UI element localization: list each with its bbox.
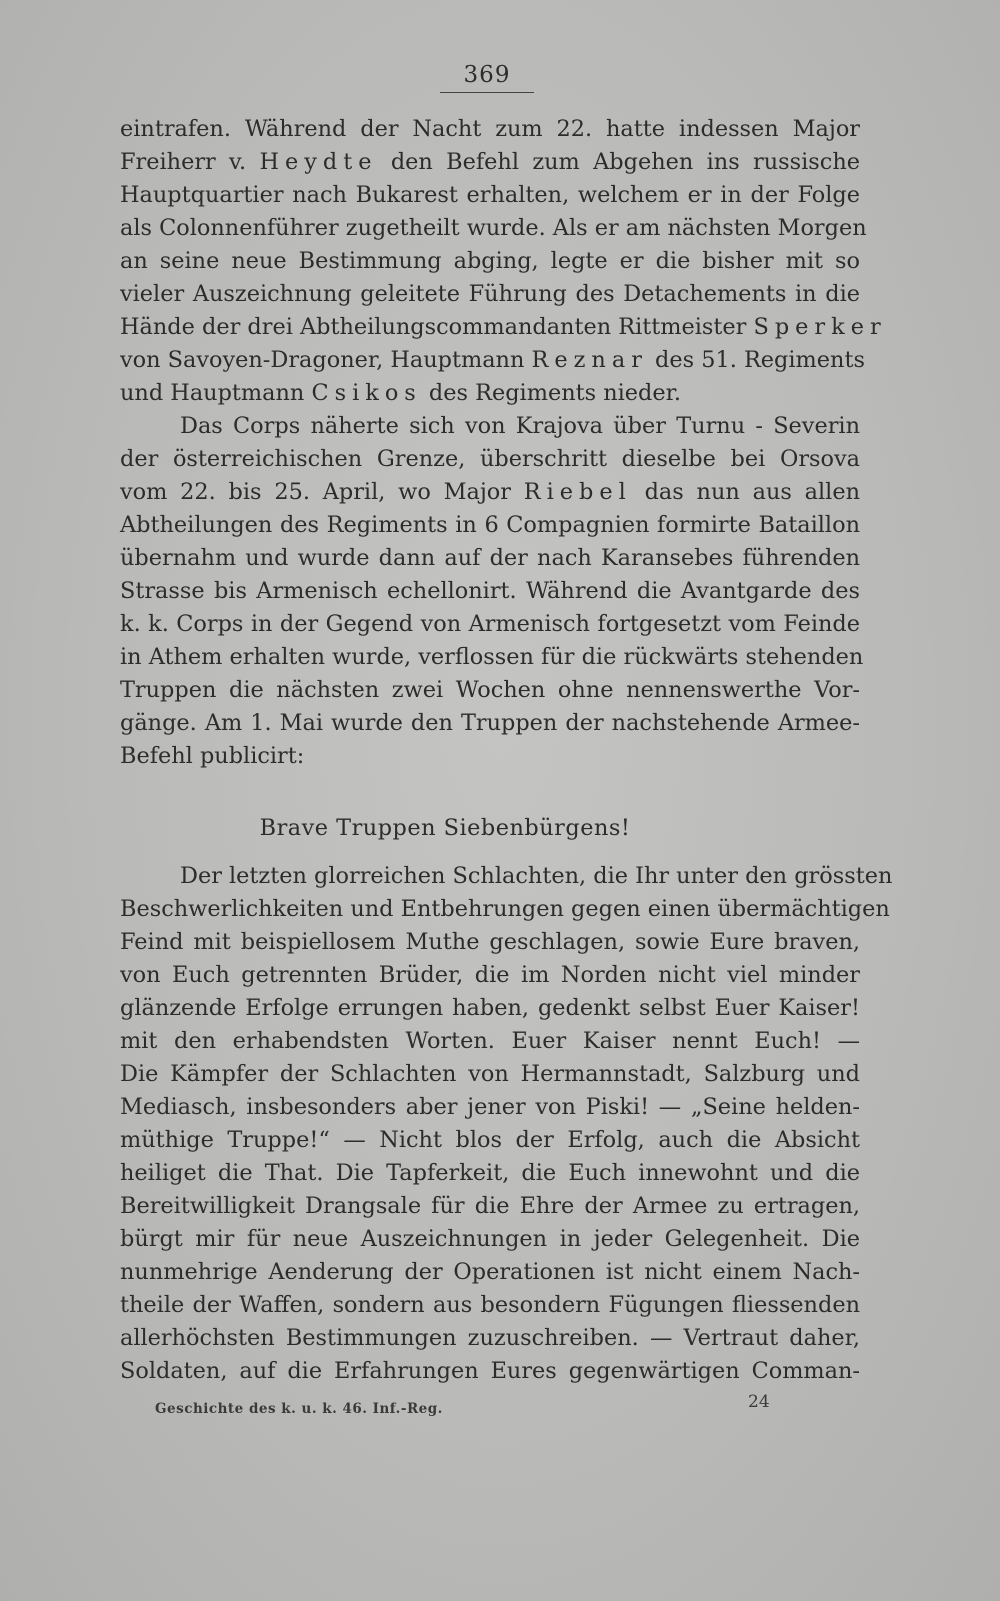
text-line: Abtheilungen des Regiments in 6 Compagnien formirte Bataillon — [120, 512, 860, 538]
text-line: theile der Waffen, sondern aus besondern Fügungen fliessenden — [120, 1292, 860, 1318]
text-line: gänge. Am 1. Mai wurde den Truppen der nachstehende Armee- — [120, 710, 860, 736]
text-line: Beschwerlichkeiten und Entbehrungen gegen einen übermächtigen — [120, 896, 890, 922]
text-line: nunmehrige Aenderung der Operationen ist nicht einem Nach- — [120, 1259, 860, 1285]
paragraph-1 — [120, 113, 887, 410]
text-line: heiliget die That. Die Tapferkeit, die Euch innewohnt und die — [120, 1160, 860, 1186]
text-line: Bereitwilligkeit Drangsale für die Ehre der Armee zu ertragen, — [120, 1193, 860, 1219]
text-line: Soldaten, auf die Erfahrungen Eures gegenwärtigen Comman- — [120, 1358, 860, 1384]
text-line: Freiherr v. Heydte den Befehl zum Abgehen ins russische — [120, 149, 860, 175]
text-line: Feind mit beispiellosem Muthe geschlagen, sowie Eure braven, — [120, 929, 860, 955]
text-line: Die Kämpfer der Schlachten von Hermannstadt, Salzburg und — [120, 1061, 860, 1087]
text-line: Der letzten glorreichen Schlachten, die Ihr unter den grössten — [180, 863, 893, 889]
footer-source-line: Geschichte des k. u. k. 46. Inf.-Reg. — [155, 1401, 443, 1417]
text-line: als Colonnenführer zugetheilt wurde. Als er am nächsten Morgen — [120, 215, 867, 241]
text-line: bürgt mir für neue Auszeichnungen in jeder Gelegenheit. Die — [120, 1226, 860, 1252]
text-line: Hauptquartier nach Bukarest erhalten, welchem er in der Folge — [120, 182, 860, 208]
text-line: Hände der drei Abtheilungscommandanten Rittmeister Sperker — [120, 314, 887, 340]
text-line: müthige Truppe!“ — Nicht blos der Erfolg, auch die Absicht — [120, 1127, 860, 1153]
text-line: in Athem erhalten wurde, verflossen für die rückwärts stehenden — [120, 644, 864, 670]
text-line: Strasse bis Armenisch echellonirt. Während die Avantgarde des — [120, 578, 860, 604]
text-line: der österreichischen Grenze, überschritt dieselbe bei Orsova — [120, 446, 860, 472]
signature-mark: 24 — [748, 1392, 770, 1412]
text-line: übernahm und wurde dann auf der nach Karansebes führenden — [120, 545, 860, 571]
text-line: allerhöchsten Bestimmungen zuzuschreiben. — Vertraut daher, — [120, 1325, 860, 1351]
text-line: Befehl publicirt: — [120, 743, 305, 769]
text-line: Mediasch, insbesonders aber jener von Piski! — „Seine helden- — [120, 1094, 860, 1120]
paragraph-2 — [120, 410, 864, 773]
text-line: vieler Auszeichnung geleitete Führung des Detachements in die — [120, 281, 860, 307]
text-line: an seine neue Bestimmung abging, legte er die bisher mit so — [120, 248, 860, 274]
text-line: k. k. Corps in der Gegend von Armenisch fortgesetzt vom Feinde — [120, 611, 860, 637]
text-line: Das Corps näherte sich von Krajova über Turnu - Severin — [180, 413, 860, 439]
proclamation-heading: Brave Truppen Siebenbürgens! — [259, 815, 631, 841]
paragraph-3 — [120, 860, 893, 1388]
text-line: und Hauptmann Csikos des Regiments nieder. — [120, 380, 681, 406]
text-line: von Euch getrennten Brüder, die im Norden nicht viel minder — [120, 962, 860, 988]
text-line: eintrafen. Während der Nacht zum 22. hatte indessen Major — [120, 116, 860, 142]
page-number: 369 — [440, 62, 534, 93]
text-line: mit den erhabendsten Worten. Euer Kaiser nennt Euch! — — [120, 1028, 860, 1054]
text-line: glänzende Erfolge errungen haben, gedenkt selbst Euer Kaiser! — [120, 995, 860, 1021]
text-line: vom 22. bis 25. April, wo Major Riebel das nun aus allen — [120, 479, 860, 505]
text-line: von Savoyen-Dragoner, Hauptmann Reznar des 51. Regiments — [120, 347, 865, 373]
text-line: Truppen die nächsten zwei Wochen ohne nennenswerthe Vor- — [120, 677, 860, 703]
